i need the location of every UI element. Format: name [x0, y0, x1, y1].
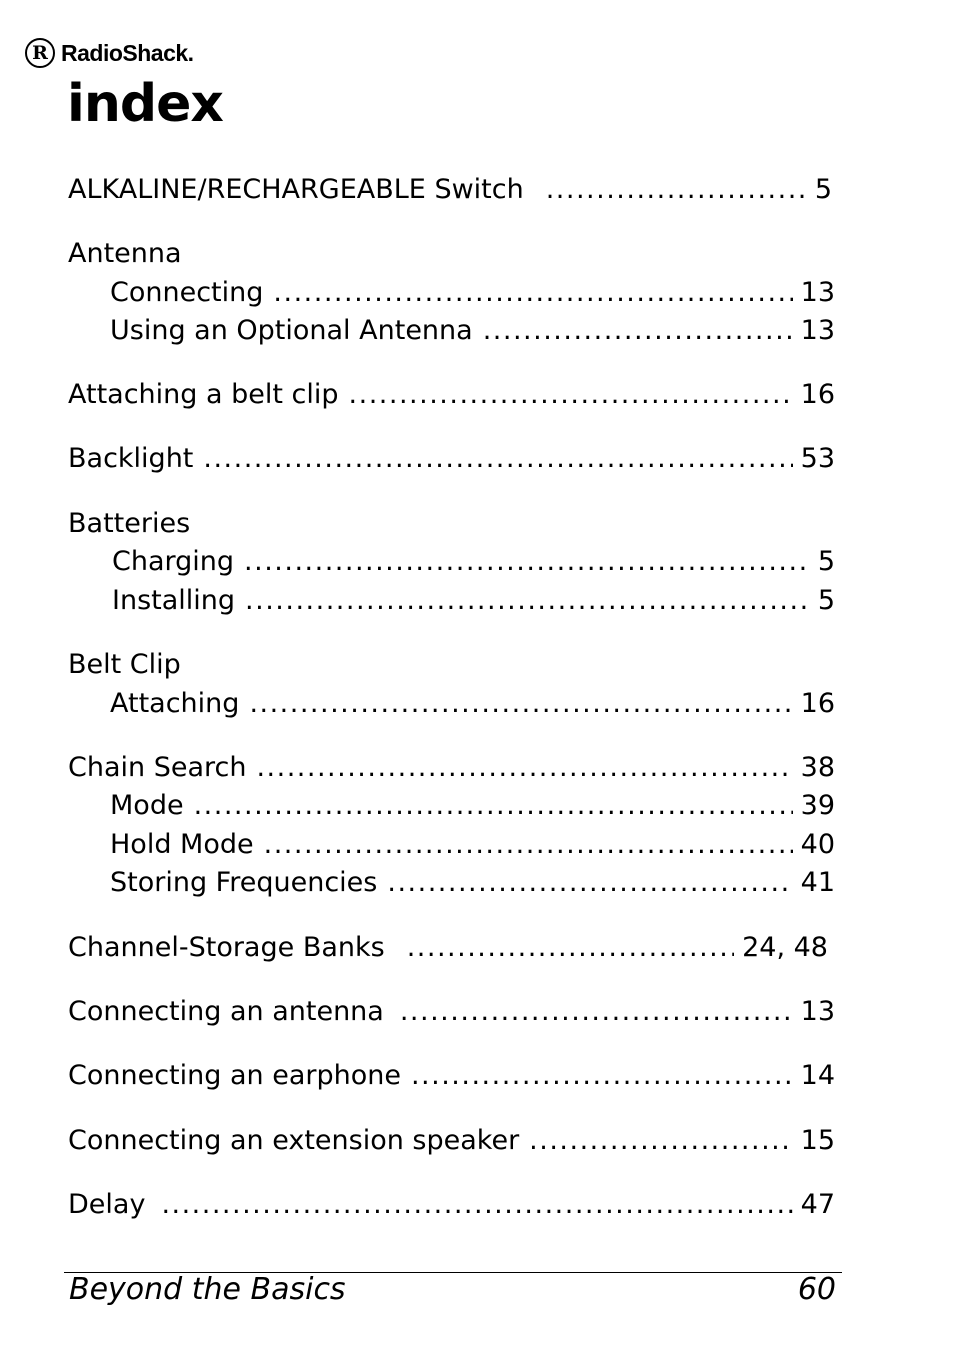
index-term: Mode — [110, 790, 184, 821]
dot-leader — [245, 582, 810, 620]
index-term: Connecting an antenna — [68, 996, 384, 1027]
brand-name: RadioShack. — [61, 39, 194, 66]
index-page: 16 — [800, 379, 835, 410]
index-term: Charging — [112, 546, 235, 577]
index-term: Connecting an extension speaker — [68, 1125, 520, 1156]
index-page: 14 — [800, 1060, 835, 1091]
index-entry — [68, 646, 835, 684]
dot-leader — [273, 274, 792, 312]
dot-leader — [483, 312, 793, 350]
index-subentry — [112, 582, 835, 620]
index-subentry — [112, 543, 835, 581]
index-entry — [68, 171, 832, 209]
registered-r-icon: R — [25, 38, 55, 68]
index-page: 16 — [800, 688, 835, 719]
index-term: Attaching a belt clip — [68, 379, 339, 410]
index-page: 5 — [817, 585, 835, 616]
index-page: 53 — [800, 443, 835, 474]
index-entry — [68, 1122, 835, 1160]
index-entry — [68, 505, 835, 543]
index-subentry — [110, 274, 835, 312]
index-entry — [68, 749, 835, 787]
dot-leader — [546, 171, 807, 209]
dot-leader — [161, 1186, 792, 1224]
index-page: 15 — [800, 1125, 835, 1156]
dot-leader — [400, 993, 793, 1031]
index-entry — [68, 993, 835, 1031]
dot-leader — [264, 826, 793, 864]
index-term: Hold Mode — [110, 829, 254, 860]
index-entry — [68, 1186, 835, 1224]
index-page: 13 — [800, 277, 835, 308]
footer-section-title: Beyond the Basics — [69, 1272, 346, 1307]
dot-leader — [411, 1057, 793, 1095]
index-term: ALKALINE/RECHARGEABLE Switch — [68, 174, 524, 205]
dot-leader — [387, 864, 792, 902]
index-subentry — [110, 826, 835, 864]
index-page: 13 — [800, 996, 835, 1027]
index-subentry — [110, 312, 835, 350]
index-page: 38 — [800, 752, 835, 783]
index-term: Installing — [112, 585, 236, 616]
dot-leader — [256, 749, 792, 787]
index-term: Connecting — [110, 277, 264, 308]
dot-leader — [244, 543, 810, 581]
index-term: Delay — [68, 1189, 146, 1220]
index-term: Batteries — [68, 508, 191, 539]
index-term: Attaching — [110, 688, 240, 719]
index-page: 24, 48 — [742, 932, 828, 963]
footer-page-number: 60 — [797, 1272, 836, 1307]
index-term: Storing Frequencies — [110, 867, 378, 898]
dot-leader — [407, 929, 734, 967]
page-title: index — [67, 74, 223, 134]
index-entry — [68, 376, 835, 414]
dot-leader — [349, 376, 793, 414]
brand-logo — [25, 36, 194, 70]
index-entry — [68, 235, 835, 273]
index-page: 41 — [800, 867, 835, 898]
index-page: 47 — [800, 1189, 835, 1220]
index-subentry — [110, 787, 835, 825]
index-page: 5 — [814, 174, 832, 205]
index-term: Connecting an earphone — [68, 1060, 401, 1091]
dot-leader — [249, 685, 792, 723]
index-term: Channel-Storage Banks — [68, 932, 385, 963]
index-page: 40 — [800, 829, 835, 860]
index-term: Belt Clip — [68, 649, 181, 680]
index-term: Using an Optional Antenna — [110, 315, 473, 346]
index-term: Chain Search — [68, 752, 247, 783]
index-page: 13 — [800, 315, 835, 346]
index-subentry — [110, 864, 835, 902]
index-entry — [68, 440, 835, 478]
index-entry — [68, 929, 828, 967]
dot-leader — [194, 787, 793, 825]
dot-leader — [203, 440, 792, 478]
index-page: 39 — [800, 790, 835, 821]
index-page: 5 — [817, 546, 835, 577]
index-term: Antenna — [68, 238, 182, 269]
dot-leader — [529, 1122, 792, 1160]
index-entry — [68, 1057, 835, 1095]
index-subentry — [110, 685, 835, 723]
index-term: Backlight — [68, 443, 194, 474]
